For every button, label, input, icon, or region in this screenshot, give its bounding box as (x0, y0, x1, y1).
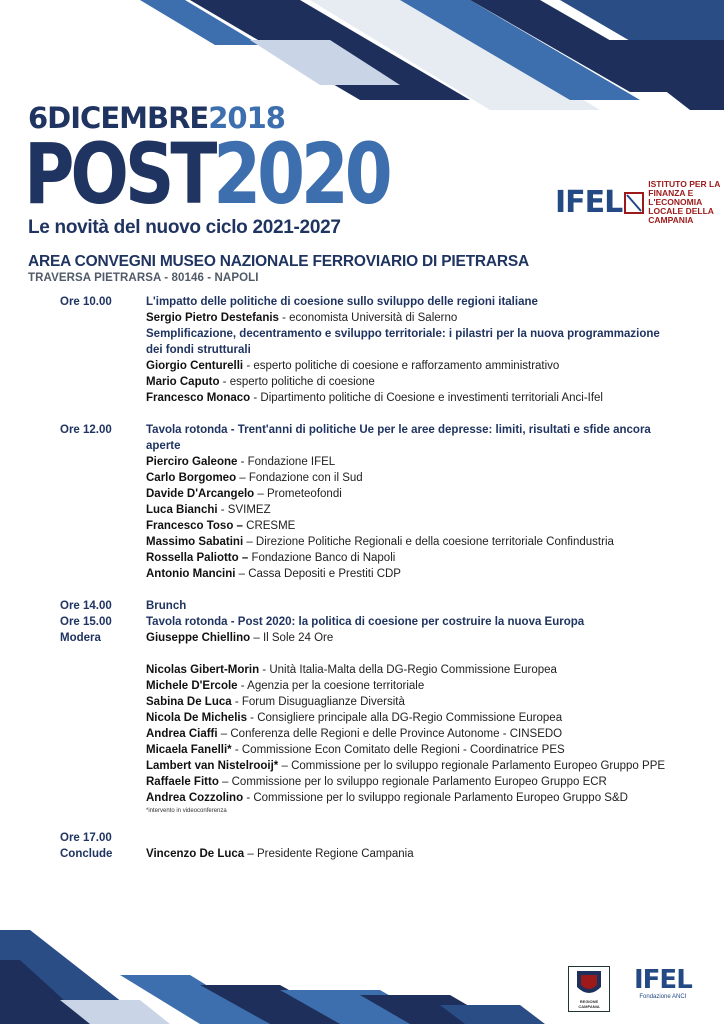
speaker-row (0, 742, 724, 758)
speaker-row (0, 310, 724, 326)
speaker-name: Andrea Ciaffi (146, 728, 218, 740)
agenda-row (0, 294, 724, 310)
speaker-row (0, 566, 724, 582)
session-title-cont: dei fondi strutturali (146, 344, 251, 356)
speaker-row (0, 374, 724, 390)
speaker-name: Rossella Paliotto – (146, 552, 249, 564)
footnote-row (0, 806, 724, 816)
date-year: 2018 (208, 101, 285, 135)
speaker-name: Massimo Sabatini (146, 536, 244, 548)
speaker-name: Vincenzo De Luca (146, 848, 245, 860)
speaker-name: Francesco Monaco (146, 392, 251, 404)
speaker-name: Giuseppe Chiellino (146, 632, 251, 644)
speaker-role: – Presidente Regione Campania (244, 848, 414, 860)
speaker-role: – Il Sole 24 Ore (250, 632, 334, 644)
session-title: Semplificazione, decentramento e sviluppo territoriale: i pilastri per la nuova programmazione (146, 328, 660, 340)
time-label: Ore 15.00 (60, 616, 112, 628)
session-title: Tavola rotonda - Trent'anni di politiche Ue per le aree depresse: limiti, risultati e sfide ancora (146, 424, 651, 436)
subtitle: Le novità del nuovo ciclo 2021-2027 (28, 217, 341, 238)
speaker-name: Micaela Fanelli* (146, 744, 232, 756)
title-main: POST (24, 125, 214, 223)
speaker-name: Mario Caputo (146, 376, 220, 388)
speaker-row (0, 390, 724, 406)
agenda-row (0, 598, 724, 614)
agenda-row (0, 614, 724, 630)
speaker-role: - Dipartimento politiche di Coesione e investimenti territoriali Anci-Ifel (250, 392, 603, 404)
session-title: L'impatto delle politiche di coesione sullo sviluppo delle regioni italiane (146, 296, 538, 308)
ifel-small-logo (634, 966, 692, 1000)
speaker-row (0, 678, 724, 694)
speaker-row (0, 710, 724, 726)
footnote: *intervento in videoconferenza (146, 808, 227, 814)
moderator-row (0, 630, 724, 646)
ifel-logo-word: IFEL (555, 185, 623, 220)
speaker-name: Andrea Cozzolino (146, 792, 244, 804)
speaker-name: Nicolas Gibert-Morin (146, 664, 260, 676)
speaker-name: Antonio Mancini (146, 568, 236, 580)
regione-crest-icon (569, 967, 609, 1001)
agenda (0, 294, 724, 862)
title-year: 2020 (213, 125, 389, 223)
session-title: Brunch (146, 600, 187, 612)
agenda-row (0, 438, 724, 454)
speaker-name: Pierciro Galeone (146, 456, 238, 468)
time-label: Ore 10.00 (60, 296, 112, 308)
agenda-row (0, 326, 724, 342)
speaker-name: Raffaele Fitto (146, 776, 219, 788)
speaker-role: - Unità Italia-Malta della DG-Regio Commissione Europea (259, 664, 557, 676)
venue: AREA CONVEGNI MUSEO NAZIONALE FERROVIARIO DI PIETRARSA (28, 253, 530, 270)
speaker-row (0, 486, 724, 502)
speaker-name: Giorgio Centurelli (146, 360, 244, 372)
speaker-role: - esperto politiche di coesione (219, 376, 375, 388)
speaker-role: - Commissione per lo sviluppo regionale Parlamento Europeo Gruppo S&D (243, 792, 628, 804)
speaker-row (0, 846, 724, 862)
speaker-row (0, 774, 724, 790)
speaker-name: Sabina De Luca (146, 696, 232, 708)
speaker-row (0, 518, 724, 534)
speaker-name: Michele D'Ercole (146, 680, 238, 692)
page-title (24, 125, 389, 223)
speaker-row (0, 790, 724, 806)
speaker-role: – Conferenza delle Regioni e delle Province Autonome - CINSEDO (217, 728, 563, 740)
speaker-role: - SVIMEZ (217, 504, 271, 516)
speaker-role: - esperto politiche di coesione e rafforzamento amministrativo (243, 360, 560, 372)
speaker-row (0, 358, 724, 374)
ifel-logo (555, 180, 724, 225)
agenda-row (0, 422, 724, 438)
address: TRAVERSA PIETRARSA - 80146 - NAPOLI (28, 272, 259, 284)
time-label: Ore 14.00 (60, 600, 112, 612)
regione-label: REGIONE CAMPANIA (578, 999, 600, 1009)
agenda-row (0, 342, 724, 358)
session-title: Tavola rotonda - Post 2020: la politica di coesione per costruire la nuova Europa (146, 616, 585, 628)
time-label: Ore 12.00 (60, 424, 112, 436)
moderator-label: Modera (60, 632, 101, 644)
ifel-small-word: IFEL (634, 965, 692, 995)
agenda-row (0, 830, 724, 846)
conclude-label: Conclude (60, 848, 113, 860)
speaker-name: Sergio Pietro Destefanis (146, 312, 279, 324)
ifel-logo-text: ISTITUTO PER LA FINANZA E L'ECONOMIA LOCALE DELLA CAMPANIA (648, 179, 721, 225)
speaker-role: - Commissione Econ Comitato delle Regioni - Coordinatrice PES (231, 744, 565, 756)
speaker-role: - Fondazione IFEL (237, 456, 336, 468)
speaker-role: – Fondazione con il Sud (236, 472, 363, 484)
speaker-role: – Commissione per lo sviluppo regionale Parlamento Europeo Gruppo ECR (218, 776, 607, 788)
speaker-row (0, 758, 724, 774)
speaker-row (0, 726, 724, 742)
speaker-row (0, 694, 724, 710)
ifel-small-sub: Fondazione ANCI (639, 994, 687, 1000)
speaker-role: – Prometeofondi (254, 488, 342, 500)
speaker-name: Nicola De Michelis (146, 712, 247, 724)
speaker-row (0, 662, 724, 678)
speaker-role: – Commissione per lo sviluppo regionale Parlamento Europeo Gruppo PPE (278, 760, 666, 772)
speaker-role: - Consigliere principale alla DG-Regio Commissione Europea (246, 712, 563, 724)
speaker-name: Carlo Borgomeo (146, 472, 237, 484)
session-title-cont: aperte (146, 440, 181, 452)
speaker-role: – Direzione Politiche Regionali e della coesione territoriale Confindustria (243, 536, 614, 548)
speaker-row (0, 534, 724, 550)
speaker-role: – Cassa Depositi e Prestiti CDP (235, 568, 401, 580)
regione-campania-logo (568, 966, 610, 1012)
speaker-role: - Forum Disuguaglianze Diversità (231, 696, 405, 708)
date-day: 6DICEMBRE (28, 101, 209, 135)
speaker-row (0, 502, 724, 518)
speaker-row (0, 550, 724, 566)
speaker-role: Fondazione Banco di Napoli (248, 552, 396, 564)
speaker-name: Luca Bianchi (146, 504, 218, 516)
speaker-role: CRESME (242, 520, 296, 532)
speaker-name: Davide D'Arcangelo (146, 488, 255, 500)
speaker-name: Lambert van Nistelrooij* (146, 760, 279, 772)
speaker-role: - economista Università di Salerno (278, 312, 458, 324)
time-label: Ore 17.00 (60, 832, 112, 844)
ifel-mark-icon (624, 192, 644, 214)
speaker-row (0, 454, 724, 470)
speaker-role: - Agenzia per la coesione territoriale (237, 680, 425, 692)
speaker-row (0, 470, 724, 486)
speaker-name: Francesco Toso – (146, 520, 243, 532)
